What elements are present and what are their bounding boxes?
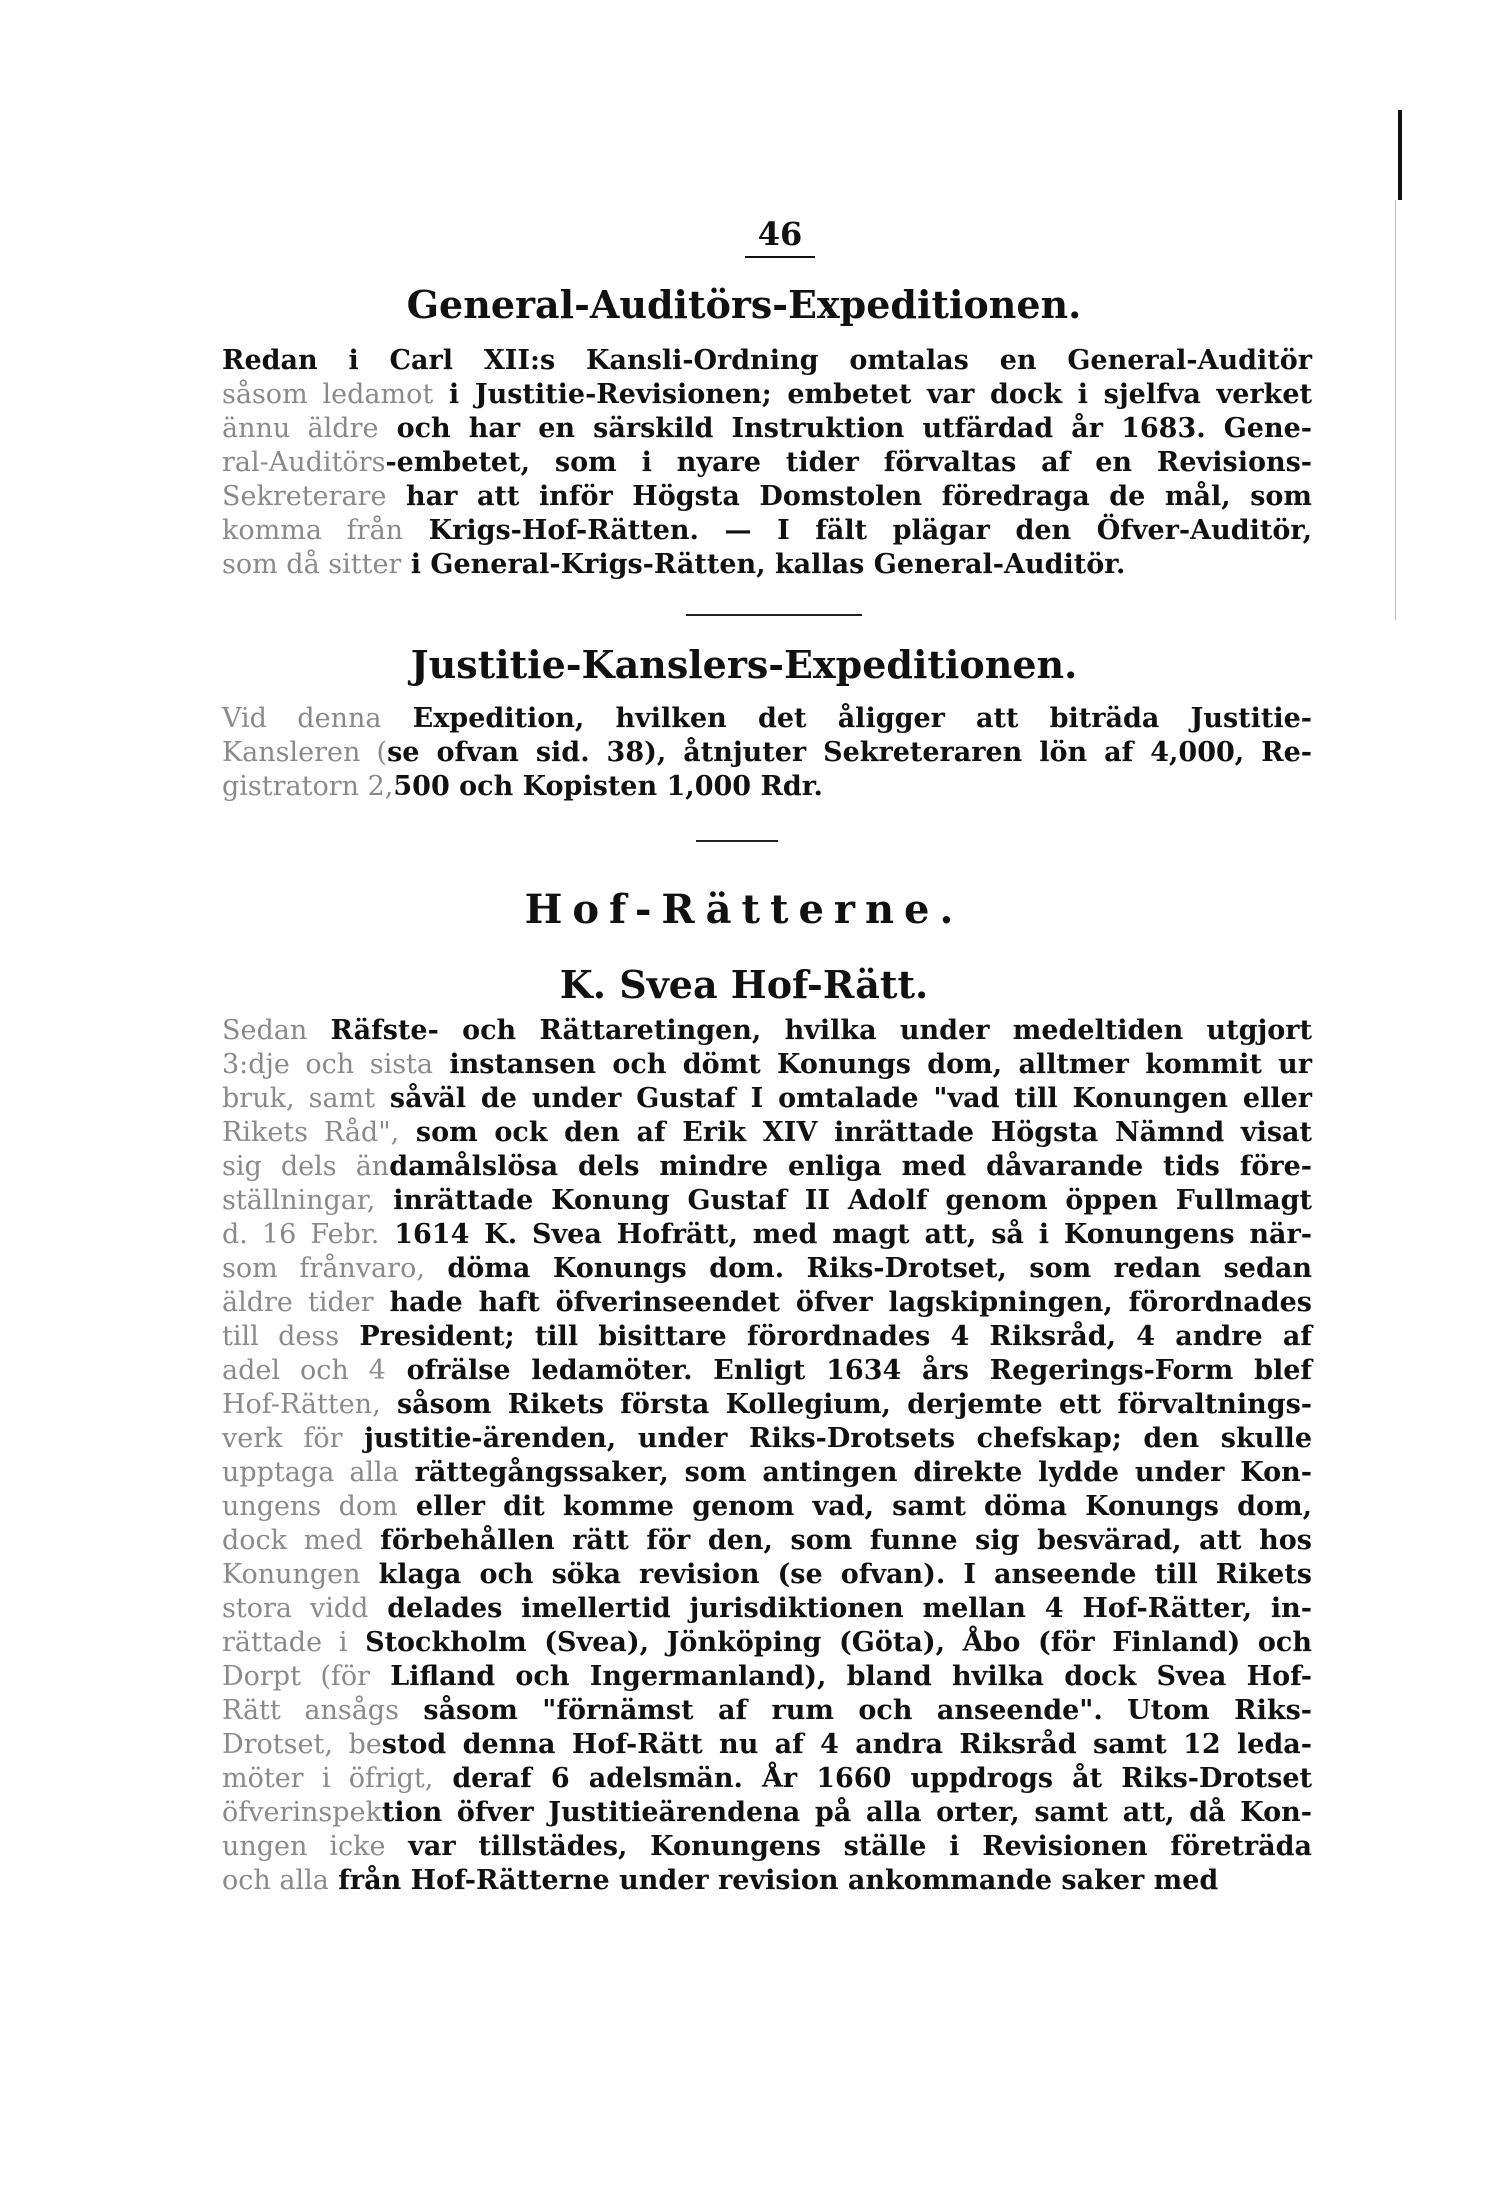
text-line — [222, 1388, 1312, 1422]
faded-margin-text: Hof-Rätten, — [222, 1389, 381, 1420]
line-text: Räfste- och Rättaretingen, hvilka under medeltiden utgjort — [307, 1015, 1312, 1046]
faded-margin-text: stora vidd — [222, 1593, 369, 1624]
faded-margin-text: 3:dje och sista — [222, 1049, 434, 1080]
paragraph-general-auditor — [222, 344, 1312, 582]
line-text: Stockholm (Svea), Jönköping (Göta), Åbo (för Finland) och — [347, 1627, 1313, 1658]
line-text: inrättade Konung Gustaf II Adolf genom öppen Fullmagt — [375, 1185, 1312, 1216]
text-line — [222, 1524, 1312, 1558]
line-text: Expedition, hvilken det åligger att biträda Justitie- — [381, 703, 1312, 734]
text-line — [222, 1728, 1312, 1762]
line-text: Lifland och Ingermanland), bland hvilka dock Svea Hof- — [370, 1661, 1313, 1692]
text-line — [222, 1286, 1312, 1320]
faded-margin-text: Sekreterare — [222, 481, 387, 512]
text-line — [222, 1082, 1312, 1116]
line-text: såsom Rikets första Kollegium, derjemte ett förvaltnings- — [380, 1389, 1312, 1420]
faded-margin-text: sig dels än — [222, 1151, 390, 1182]
text-line — [222, 1048, 1312, 1082]
line-text: delades imellertid jurisdiktionen mellan 4 Hof-Rätter, in- — [368, 1593, 1312, 1624]
line-text: döma Konungs dom. Riks-Drotset, som redan sedan — [424, 1253, 1312, 1284]
line-text: Redan i Carl XII:s Kansli-Ordning omtalas en General-Auditör — [222, 345, 1312, 376]
text-line — [222, 1558, 1312, 1592]
faded-margin-text: ungen icke — [222, 1831, 386, 1862]
faded-margin-text: verk för — [222, 1423, 343, 1454]
line-text: och har en särskild Instruktion utfärdad år 1683. Gene- — [378, 413, 1312, 444]
line-text: från Hof-Rätterne under revision ankommande saker med — [328, 1865, 1219, 1896]
text-line — [222, 770, 1312, 804]
page-edge-line — [1395, 200, 1396, 620]
text-line — [222, 1116, 1312, 1150]
text-line — [222, 480, 1312, 514]
line-text: förbehållen rätt för den, som funne sig besvärad, att hos — [362, 1525, 1312, 1556]
faded-margin-text: och alla — [222, 1865, 329, 1896]
line-text: som ock den af Erik XIV inrättade Högsta Nämnd visat — [399, 1117, 1312, 1148]
text-line — [222, 412, 1312, 446]
text-line — [222, 344, 1312, 378]
line-text: eller dit komme genom vad, samt döma Konungs dom, — [397, 1491, 1312, 1522]
text-line — [222, 1422, 1312, 1456]
line-text: har att inför Högsta Domstolen föredraga de mål, som — [386, 481, 1312, 512]
line-text: deraf 6 adelsmän. År 1660 uppdrogs åt Riks-Drotset — [433, 1763, 1312, 1794]
faded-margin-text: d. 16 Febr. — [222, 1219, 380, 1250]
text-line — [222, 548, 1312, 582]
faded-margin-text: till dess — [222, 1321, 340, 1352]
line-text: såväl de under Gustaf I omtalade "vad till Konungen eller — [375, 1083, 1312, 1114]
text-line — [222, 1626, 1312, 1660]
text-line — [222, 1184, 1312, 1218]
faded-margin-text: som då sitter — [222, 549, 402, 580]
faded-margin-text: ställningar, — [222, 1185, 376, 1216]
text-line — [222, 1490, 1312, 1524]
faded-margin-text: Rikets Råd", — [222, 1117, 400, 1148]
line-text: tion öfver Justitieärendena på alla orter, samt att, då Kon- — [381, 1797, 1312, 1828]
faded-margin-text: Konungen — [222, 1559, 361, 1590]
text-line — [222, 1456, 1312, 1490]
line-text: 1614 K. Svea Hofrätt, med magt att, så i Konungens när- — [379, 1219, 1312, 1250]
section-divider — [686, 614, 862, 616]
faded-margin-text: Kansleren ( — [222, 737, 388, 768]
text-line — [222, 1218, 1312, 1252]
faded-margin-text: Sedan — [222, 1015, 308, 1046]
page-edge-mark — [1398, 110, 1402, 200]
faded-margin-text: komma från — [222, 515, 404, 546]
line-text: i General-Krigs-Rätten, kallas General-Auditör. — [401, 549, 1126, 580]
line-text: ofrälse ledamöter. Enligt 1634 års Regerings-Form blef — [385, 1355, 1312, 1386]
section-heading-general-auditor: General-Auditörs-Expeditionen. — [406, 282, 1082, 327]
text-line — [222, 1830, 1312, 1864]
text-line — [222, 1694, 1312, 1728]
faded-margin-text: Drotset, be — [222, 1729, 382, 1760]
faded-margin-text: såsom ledamot — [222, 379, 434, 410]
text-line — [222, 702, 1312, 736]
faded-margin-text: dock med — [222, 1525, 363, 1556]
faded-margin-text: Dorpt (för — [222, 1661, 371, 1692]
paragraph-hof-ratterne — [222, 1014, 1312, 1898]
section-divider — [696, 840, 778, 842]
text-line — [222, 1150, 1312, 1184]
faded-margin-text: gistratorn 2, — [222, 771, 394, 802]
line-text: 500 och Kopisten 1,000 Rdr. — [393, 771, 823, 802]
line-text: hade haft öfverinseendet öfver lagskipningen, förordnades — [373, 1287, 1312, 1318]
line-text: rättegångssaker, som antingen direkte lydde under Kon- — [398, 1457, 1312, 1488]
text-line — [222, 736, 1312, 770]
text-line — [222, 1762, 1312, 1796]
line-text: -embetet, som i nyare tider förvaltas af en Revisions- — [385, 447, 1312, 478]
faded-margin-text: möter i öfrigt, — [222, 1763, 434, 1794]
line-text: stod denna Hof-Rätt nu af 4 andra Riksråd samt 12 leda- — [381, 1729, 1312, 1760]
line-text: i Justitie-Revisionen; embetet var dock i sjelfva verket — [433, 379, 1313, 410]
line-text: justitie-ärenden, under Riks-Drotsets chefskap; den skulle — [342, 1423, 1312, 1454]
text-line — [222, 514, 1312, 548]
line-text: Krigs-Hof-Rätten. — I fält plägar den Öfver-Auditör, — [403, 515, 1312, 546]
section-subheading-svea-hof-ratt: K. Svea Hof-Rätt. — [559, 962, 929, 1007]
line-text: klaga och söka revision (se ofvan). I anseende till Rikets — [360, 1559, 1312, 1590]
text-line — [222, 1864, 1312, 1898]
faded-margin-text: öfverinspek — [222, 1797, 382, 1828]
line-text: instansen och dömt Konungs dom, alltmer kommit ur — [433, 1049, 1313, 1080]
faded-margin-text: upptaga alla — [222, 1457, 399, 1488]
faded-margin-text: Rätt ansågs — [222, 1695, 399, 1726]
line-text: damålslösa dels mindre enliga med dåvarande tids före- — [389, 1151, 1312, 1182]
section-heading-hof-ratterne: Hof-Rätterne. — [524, 886, 964, 933]
faded-margin-text: ännu äldre — [222, 413, 379, 444]
text-line — [222, 1014, 1312, 1048]
text-line — [222, 1592, 1312, 1626]
line-text: var tillstädes, Konungens ställe i Revisionen företräda — [385, 1831, 1312, 1862]
line-text: såsom "förnämst af rum och anseende". Utom Riks- — [398, 1695, 1312, 1726]
text-line — [222, 1252, 1312, 1286]
paragraph-justitie-kansler — [222, 702, 1312, 804]
faded-margin-text: äldre tider — [222, 1287, 374, 1318]
text-line — [222, 1354, 1312, 1388]
text-line — [222, 378, 1312, 412]
faded-margin-text: som frånvaro, — [222, 1253, 425, 1284]
faded-margin-text: rättade i — [222, 1627, 348, 1658]
text-line — [222, 1320, 1312, 1354]
line-text: se ofvan sid. 38), åtnjuter Sekreteraren lön af 4,000, Re- — [387, 737, 1312, 768]
faded-margin-text: bruk, samt — [222, 1083, 375, 1114]
page-number: 46 — [745, 214, 815, 258]
text-line — [222, 446, 1312, 480]
faded-margin-text: ral-Auditörs — [222, 447, 386, 478]
faded-margin-text: adel och 4 — [222, 1355, 386, 1386]
text-line — [222, 1796, 1312, 1830]
line-text: President; till bisittare förordnades 4 Riksråd, 4 andre af — [339, 1321, 1312, 1352]
faded-margin-text: Vid denna — [222, 703, 382, 734]
faded-margin-text: ungens dom — [222, 1491, 398, 1522]
text-line — [222, 1660, 1312, 1694]
section-heading-justitie-kansler: Justitie-Kanslers-Expeditionen. — [410, 642, 1078, 687]
